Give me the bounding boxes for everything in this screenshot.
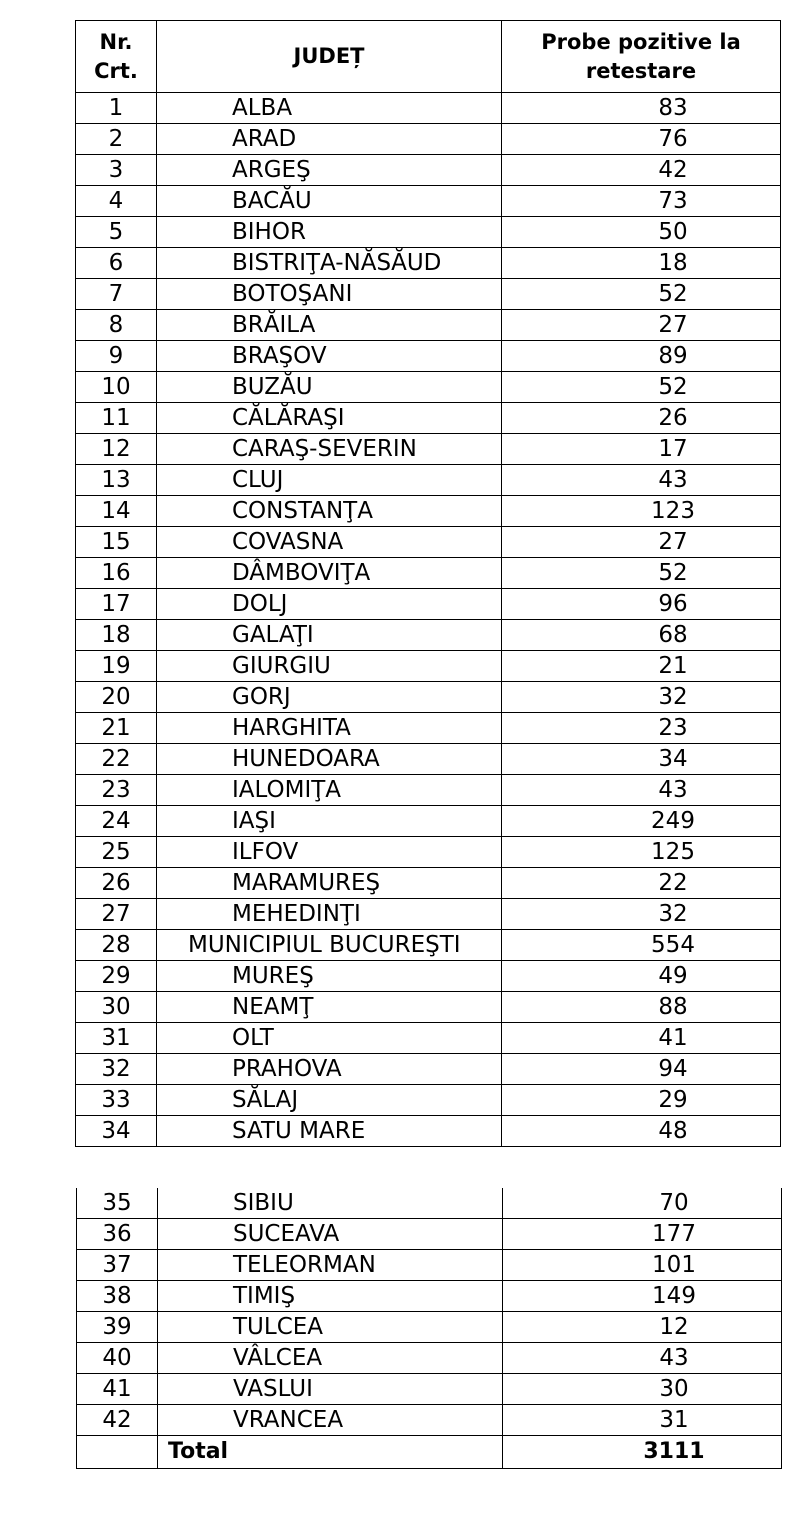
row-number: 37 bbox=[77, 1250, 158, 1281]
county-name: MUREŞ bbox=[157, 961, 502, 992]
positive-samples-value: 43 bbox=[503, 1343, 782, 1374]
county-name: NEAMŢ bbox=[157, 992, 502, 1023]
positive-samples-value: 52 bbox=[502, 372, 781, 403]
row-number: 1 bbox=[76, 93, 157, 124]
county-name: PRAHOVA bbox=[157, 1054, 502, 1085]
row-number: 17 bbox=[76, 589, 157, 620]
row-number: 12 bbox=[76, 434, 157, 465]
table-row bbox=[76, 310, 781, 341]
county-name: TIMIŞ bbox=[158, 1281, 503, 1312]
county-name: MARAMUREŞ bbox=[157, 868, 502, 899]
header-county: JUDEȚ bbox=[157, 21, 502, 93]
positive-samples-value: 101 bbox=[503, 1250, 782, 1281]
county-name: SIBIU bbox=[158, 1188, 503, 1219]
county-name: BACĂU bbox=[157, 186, 502, 217]
table-row bbox=[76, 124, 781, 155]
county-name: ILFOV bbox=[157, 837, 502, 868]
county-name: DÂMBOVIŢA bbox=[157, 558, 502, 589]
county-name: BISTRIŢA-NĂSĂUD bbox=[157, 248, 502, 279]
positive-samples-value: 42 bbox=[502, 155, 781, 186]
row-number: 25 bbox=[76, 837, 157, 868]
positive-samples-value: 123 bbox=[502, 496, 781, 527]
table-header-row bbox=[76, 21, 781, 93]
table-row bbox=[77, 1219, 782, 1250]
row-number: 38 bbox=[77, 1281, 158, 1312]
table-row bbox=[76, 992, 781, 1023]
county-name: CLUJ bbox=[157, 465, 502, 496]
positive-samples-value: 52 bbox=[502, 279, 781, 310]
positive-samples-value: 21 bbox=[502, 651, 781, 682]
table-row bbox=[76, 837, 781, 868]
row-number: 2 bbox=[76, 124, 157, 155]
table-row bbox=[76, 1116, 781, 1147]
positive-samples-value: 32 bbox=[502, 899, 781, 930]
county-name: CĂLĂRAŞI bbox=[157, 403, 502, 434]
row-number: 15 bbox=[76, 527, 157, 558]
county-name: ARGEŞ bbox=[157, 155, 502, 186]
county-name: HARGHITA bbox=[157, 713, 502, 744]
table-row bbox=[76, 589, 781, 620]
positive-samples-value: 149 bbox=[503, 1281, 782, 1312]
county-name: COVASNA bbox=[157, 527, 502, 558]
county-name: GALAŢI bbox=[157, 620, 502, 651]
table-row bbox=[76, 434, 781, 465]
table-body-part-1 bbox=[76, 93, 781, 1147]
positive-samples-value: 32 bbox=[502, 682, 781, 713]
table-row bbox=[76, 558, 781, 589]
header-value-line2: retestare bbox=[585, 58, 697, 83]
county-name: MEHEDINŢI bbox=[157, 899, 502, 930]
row-number: 22 bbox=[76, 744, 157, 775]
row-number: 39 bbox=[77, 1312, 158, 1343]
row-number: 33 bbox=[76, 1085, 157, 1116]
county-name: MUNICIPIUL BUCUREŞTI bbox=[157, 930, 502, 961]
row-number: 8 bbox=[76, 310, 157, 341]
county-name: TELEORMAN bbox=[158, 1250, 503, 1281]
positive-samples-value: 41 bbox=[502, 1023, 781, 1054]
total-value: 3111 bbox=[503, 1436, 782, 1469]
county-name: SĂLAJ bbox=[157, 1085, 502, 1116]
row-number: 35 bbox=[77, 1188, 158, 1219]
table-row bbox=[76, 930, 781, 961]
county-name: HUNEDOARA bbox=[157, 744, 502, 775]
positive-samples-value: 27 bbox=[502, 310, 781, 341]
table-row bbox=[76, 155, 781, 186]
row-number: 10 bbox=[76, 372, 157, 403]
table-row bbox=[77, 1188, 782, 1219]
positive-samples-value: 27 bbox=[502, 527, 781, 558]
header-positive-samples bbox=[502, 21, 781, 93]
header-nr-line2: Crt. bbox=[94, 58, 138, 83]
positive-samples-value: 26 bbox=[502, 403, 781, 434]
table-row bbox=[76, 620, 781, 651]
positive-samples-value: 94 bbox=[502, 1054, 781, 1085]
positive-samples-value: 18 bbox=[502, 248, 781, 279]
row-number: 6 bbox=[76, 248, 157, 279]
table-row bbox=[76, 248, 781, 279]
table-row bbox=[76, 682, 781, 713]
header-nr-line1: Nr. bbox=[99, 29, 133, 54]
table-row bbox=[76, 217, 781, 248]
positive-samples-value: 52 bbox=[502, 558, 781, 589]
header-nr-crt bbox=[76, 21, 157, 93]
positive-samples-value: 34 bbox=[502, 744, 781, 775]
county-name: ALBA bbox=[157, 93, 502, 124]
positive-samples-value: 43 bbox=[502, 465, 781, 496]
positive-samples-value: 68 bbox=[502, 620, 781, 651]
county-name: ARAD bbox=[157, 124, 502, 155]
positive-samples-value: 125 bbox=[502, 837, 781, 868]
county-name: OLT bbox=[157, 1023, 502, 1054]
county-table-part-2 bbox=[76, 1188, 782, 1469]
table-row bbox=[76, 496, 781, 527]
positive-samples-value: 83 bbox=[502, 93, 781, 124]
positive-samples-value: 49 bbox=[502, 961, 781, 992]
table-row bbox=[76, 651, 781, 682]
table-row bbox=[76, 744, 781, 775]
table-row bbox=[77, 1405, 782, 1436]
county-name: SATU MARE bbox=[157, 1116, 502, 1147]
row-number: 36 bbox=[77, 1219, 158, 1250]
total-label: Total bbox=[158, 1436, 503, 1469]
row-number: 34 bbox=[76, 1116, 157, 1147]
county-name: IALOMIŢA bbox=[157, 775, 502, 806]
positive-samples-value: 177 bbox=[503, 1219, 782, 1250]
table-row bbox=[76, 279, 781, 310]
row-number: 27 bbox=[76, 899, 157, 930]
positive-samples-value: 23 bbox=[502, 713, 781, 744]
table-row bbox=[77, 1374, 782, 1405]
positive-samples-value: 48 bbox=[502, 1116, 781, 1147]
positive-samples-value: 22 bbox=[502, 868, 781, 899]
row-number: 21 bbox=[76, 713, 157, 744]
row-number: 31 bbox=[76, 1023, 157, 1054]
county-name: GORJ bbox=[157, 682, 502, 713]
table-row bbox=[76, 465, 781, 496]
row-number: 26 bbox=[76, 868, 157, 899]
table-row bbox=[76, 868, 781, 899]
table-row bbox=[76, 403, 781, 434]
table-row bbox=[76, 1023, 781, 1054]
positive-samples-value: 89 bbox=[502, 341, 781, 372]
positive-samples-value: 29 bbox=[502, 1085, 781, 1116]
row-number: 32 bbox=[76, 1054, 157, 1085]
total-nr-cell bbox=[77, 1436, 158, 1469]
row-number: 24 bbox=[76, 806, 157, 837]
positive-samples-value: 88 bbox=[502, 992, 781, 1023]
county-name: BUZĂU bbox=[157, 372, 502, 403]
positive-samples-value: 73 bbox=[502, 186, 781, 217]
table-row bbox=[76, 186, 781, 217]
table-row bbox=[77, 1250, 782, 1281]
county-name: TULCEA bbox=[158, 1312, 503, 1343]
header-value-line1: Probe pozitive la bbox=[541, 29, 741, 54]
row-number: 28 bbox=[76, 930, 157, 961]
row-number: 42 bbox=[77, 1405, 158, 1436]
row-number: 11 bbox=[76, 403, 157, 434]
table-row bbox=[76, 899, 781, 930]
positive-samples-value: 17 bbox=[502, 434, 781, 465]
county-name: IAŞI bbox=[157, 806, 502, 837]
table-row bbox=[76, 1054, 781, 1085]
table-row bbox=[76, 713, 781, 744]
row-number: 29 bbox=[76, 961, 157, 992]
row-number: 13 bbox=[76, 465, 157, 496]
positive-samples-value: 31 bbox=[503, 1405, 782, 1436]
row-number: 19 bbox=[76, 651, 157, 682]
table-row bbox=[77, 1343, 782, 1374]
table-row bbox=[77, 1281, 782, 1312]
positive-samples-value: 76 bbox=[502, 124, 781, 155]
county-name: SUCEAVA bbox=[158, 1219, 503, 1250]
positive-samples-value: 43 bbox=[502, 775, 781, 806]
row-number: 30 bbox=[76, 992, 157, 1023]
table-row bbox=[76, 1085, 781, 1116]
positive-samples-value: 50 bbox=[502, 217, 781, 248]
row-number: 16 bbox=[76, 558, 157, 589]
county-table-part-1 bbox=[75, 20, 781, 1147]
positive-samples-value: 70 bbox=[503, 1188, 782, 1219]
row-number: 41 bbox=[77, 1374, 158, 1405]
row-number: 9 bbox=[76, 341, 157, 372]
row-number: 4 bbox=[76, 186, 157, 217]
county-name: VASLUI bbox=[158, 1374, 503, 1405]
positive-samples-value: 30 bbox=[503, 1374, 782, 1405]
table-row bbox=[76, 341, 781, 372]
table-row bbox=[76, 93, 781, 124]
row-number: 23 bbox=[76, 775, 157, 806]
county-name: GIURGIU bbox=[157, 651, 502, 682]
row-number: 14 bbox=[76, 496, 157, 527]
table-row bbox=[76, 775, 781, 806]
positive-samples-value: 96 bbox=[502, 589, 781, 620]
table-row bbox=[76, 527, 781, 558]
table-row bbox=[76, 961, 781, 992]
row-number: 40 bbox=[77, 1343, 158, 1374]
row-number: 3 bbox=[76, 155, 157, 186]
positive-samples-value: 554 bbox=[502, 930, 781, 961]
row-number: 20 bbox=[76, 682, 157, 713]
table-row bbox=[76, 806, 781, 837]
county-name: BRAŞOV bbox=[157, 341, 502, 372]
county-name: CONSTANŢA bbox=[157, 496, 502, 527]
county-name: CARAŞ-SEVERIN bbox=[157, 434, 502, 465]
positive-samples-value: 12 bbox=[503, 1312, 782, 1343]
county-name: BIHOR bbox=[157, 217, 502, 248]
county-name: DOLJ bbox=[157, 589, 502, 620]
county-name: VRANCEA bbox=[158, 1405, 503, 1436]
county-name: BRĂILA bbox=[157, 310, 502, 341]
county-name: BOTOŞANI bbox=[157, 279, 502, 310]
row-number: 7 bbox=[76, 279, 157, 310]
table-row bbox=[77, 1312, 782, 1343]
row-number: 5 bbox=[76, 217, 157, 248]
table-row bbox=[76, 372, 781, 403]
table-body-part-2 bbox=[77, 1188, 782, 1436]
county-name: VÂLCEA bbox=[158, 1343, 503, 1374]
positive-samples-value: 249 bbox=[502, 806, 781, 837]
total-row bbox=[77, 1436, 782, 1469]
row-number: 18 bbox=[76, 620, 157, 651]
